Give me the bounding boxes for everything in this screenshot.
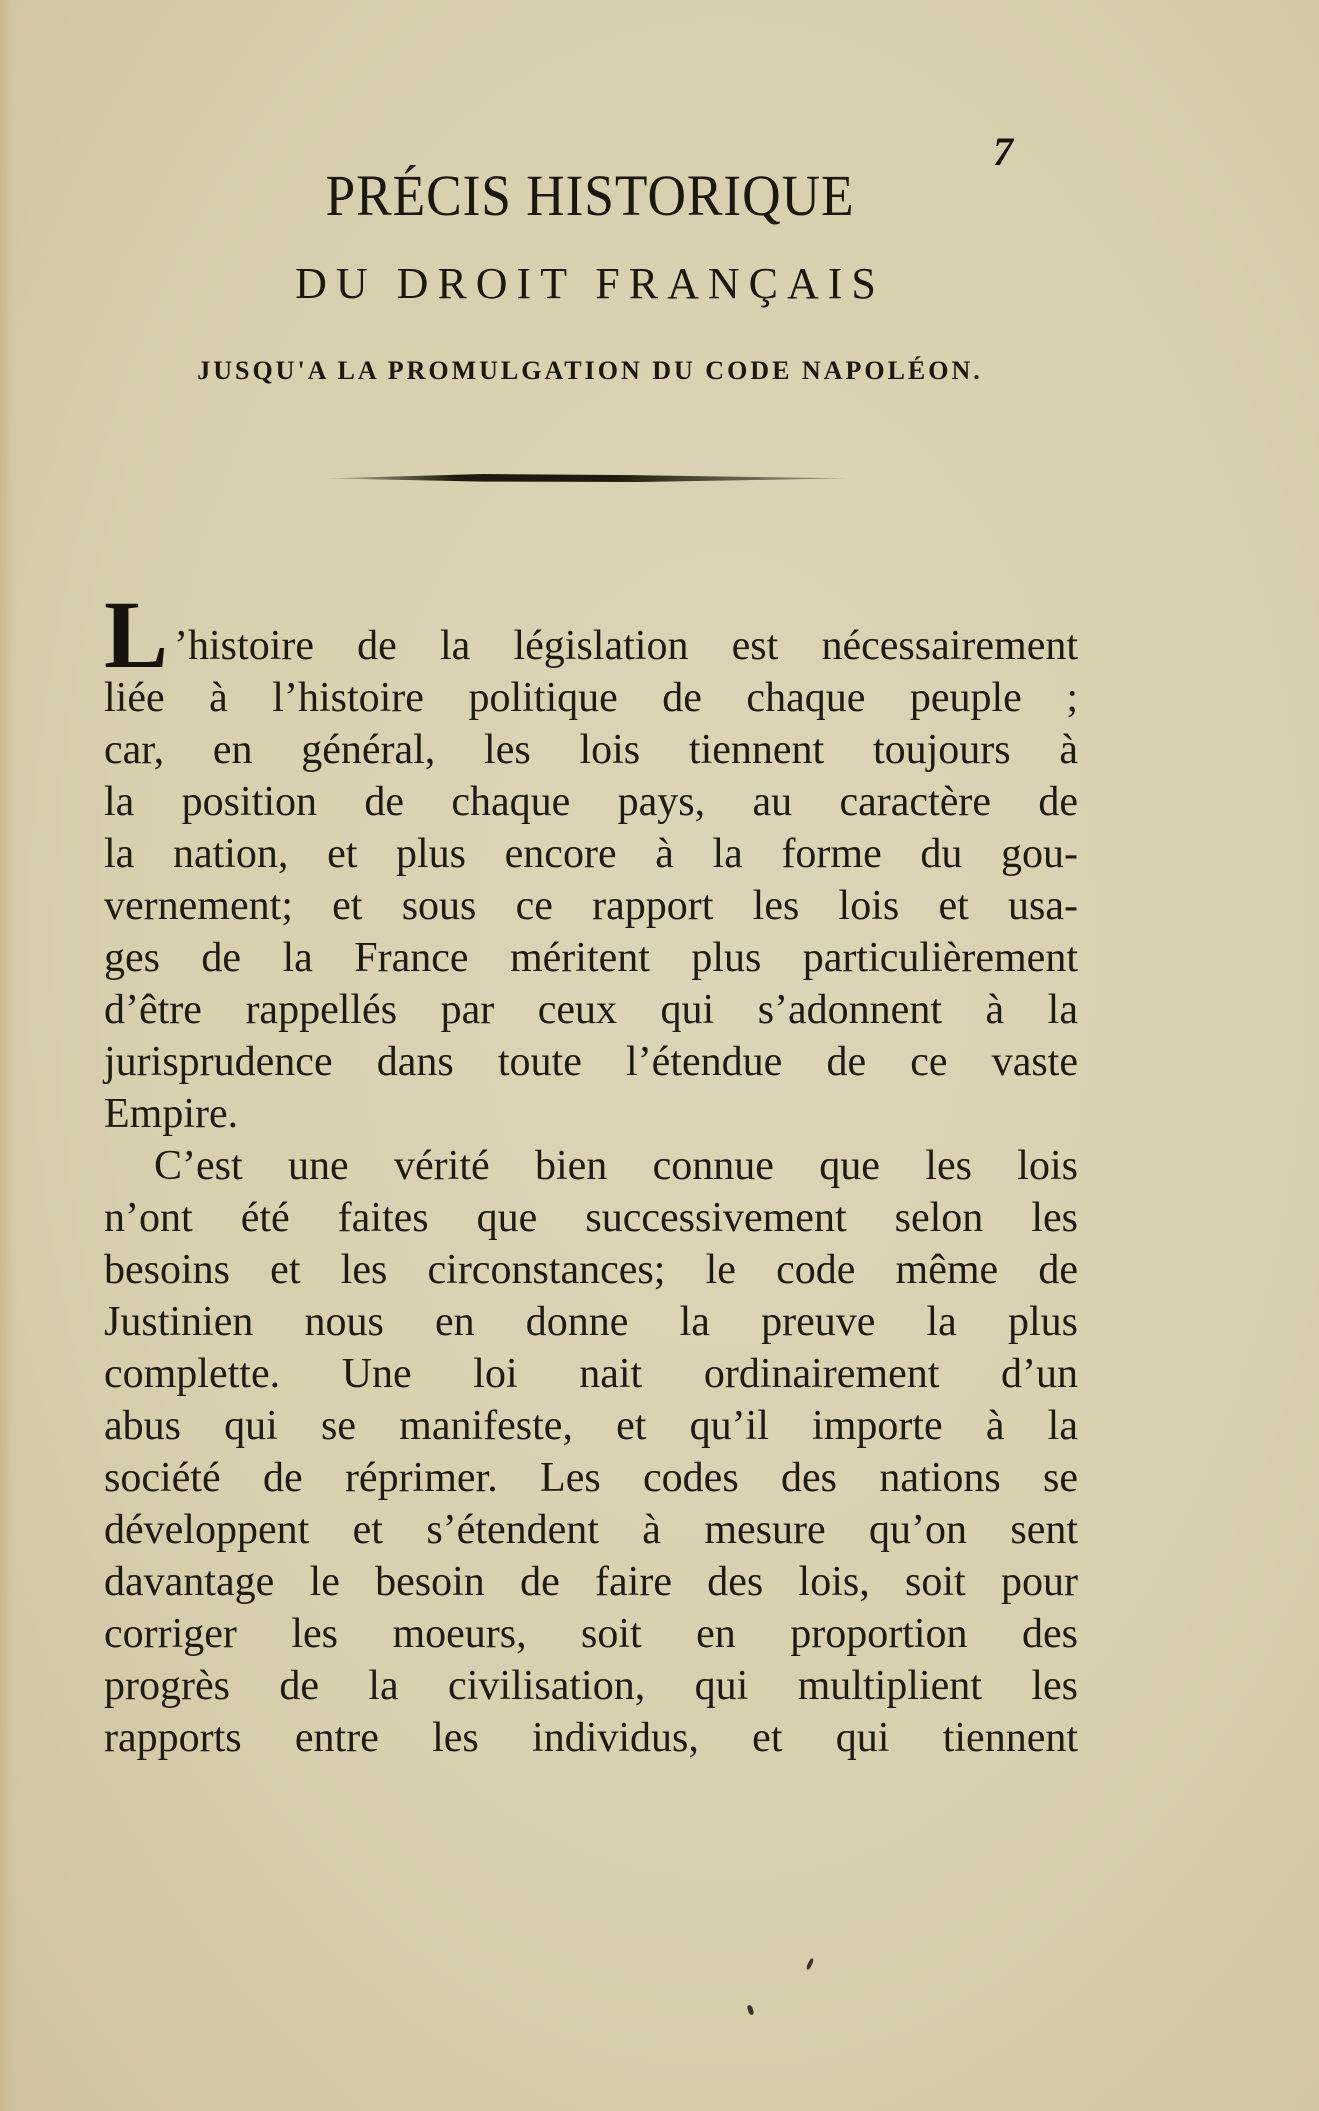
first-line-text: ’histoire de la législation est nécessairement xyxy=(174,623,1078,669)
paper-speck xyxy=(806,1958,815,1971)
text-line: davantage le besoin de faire des lois, soit pour xyxy=(104,1559,1078,1605)
first-line xyxy=(104,581,1078,688)
text-line: la position de chaque pays, au caractère de xyxy=(104,779,1078,825)
text-line: jurisprudence dans toute l’étendue de ce vaste xyxy=(104,1039,1078,1085)
text-line: car, en général, les lois tiennent toujours à xyxy=(104,727,1078,773)
text-line: vernement; et sous ce rapport les lois et usa- xyxy=(104,883,1078,929)
page-title: PRÉCIS HISTORIQUE xyxy=(325,163,855,228)
text-line: développent et s’étendent à mesure qu’on sent xyxy=(104,1507,1078,1553)
paper-speck xyxy=(746,2004,754,2015)
text-line: abus qui se manifeste, et qu’il importe à la xyxy=(104,1403,1078,1449)
page-subsubtitle: JUSQU'A LA PROMULGATION DU CODE NAPOLÉON. xyxy=(197,356,983,385)
page-edge-shadow xyxy=(0,0,14,2111)
text-line: C’est une vérité bien connue que les lois xyxy=(154,1143,1078,1189)
decorative-rule xyxy=(327,474,847,482)
text-line: d’être rappellés par ceux qui s’adonnent à la xyxy=(104,987,1078,1033)
text-line: rapports entre les individus, et qui tiennent xyxy=(104,1715,1078,1761)
text-line: Justinien nous en donne la preuve la plus xyxy=(104,1299,1078,1345)
body-text xyxy=(104,581,1078,1764)
text-line: liée à l’histoire politique de chaque peuple ; xyxy=(104,675,1078,721)
page-number: 7 xyxy=(993,129,1013,174)
page-subtitle: DU DROIT FRANÇAIS xyxy=(295,259,885,308)
text-line: Empire. xyxy=(104,1091,239,1137)
text-line: corriger les moeurs, soit en proportion des xyxy=(104,1611,1078,1657)
text-line: ges de la France méritent plus particulièrement xyxy=(104,935,1078,981)
text-line: complette. Une loi nait ordinairement d’un xyxy=(104,1351,1078,1397)
text-line: société de réprimer. Les codes des nations se xyxy=(104,1455,1078,1501)
text-line: la nation, et plus encore à la forme du gou- xyxy=(104,831,1078,877)
text-line: progrès de la civilisation, qui multiplient les xyxy=(104,1663,1078,1709)
drop-cap: L xyxy=(104,581,169,688)
text-line: n’ont été faites que successivement selon les xyxy=(104,1195,1078,1241)
text-line: besoins et les circonstances; le code même de xyxy=(104,1247,1078,1293)
